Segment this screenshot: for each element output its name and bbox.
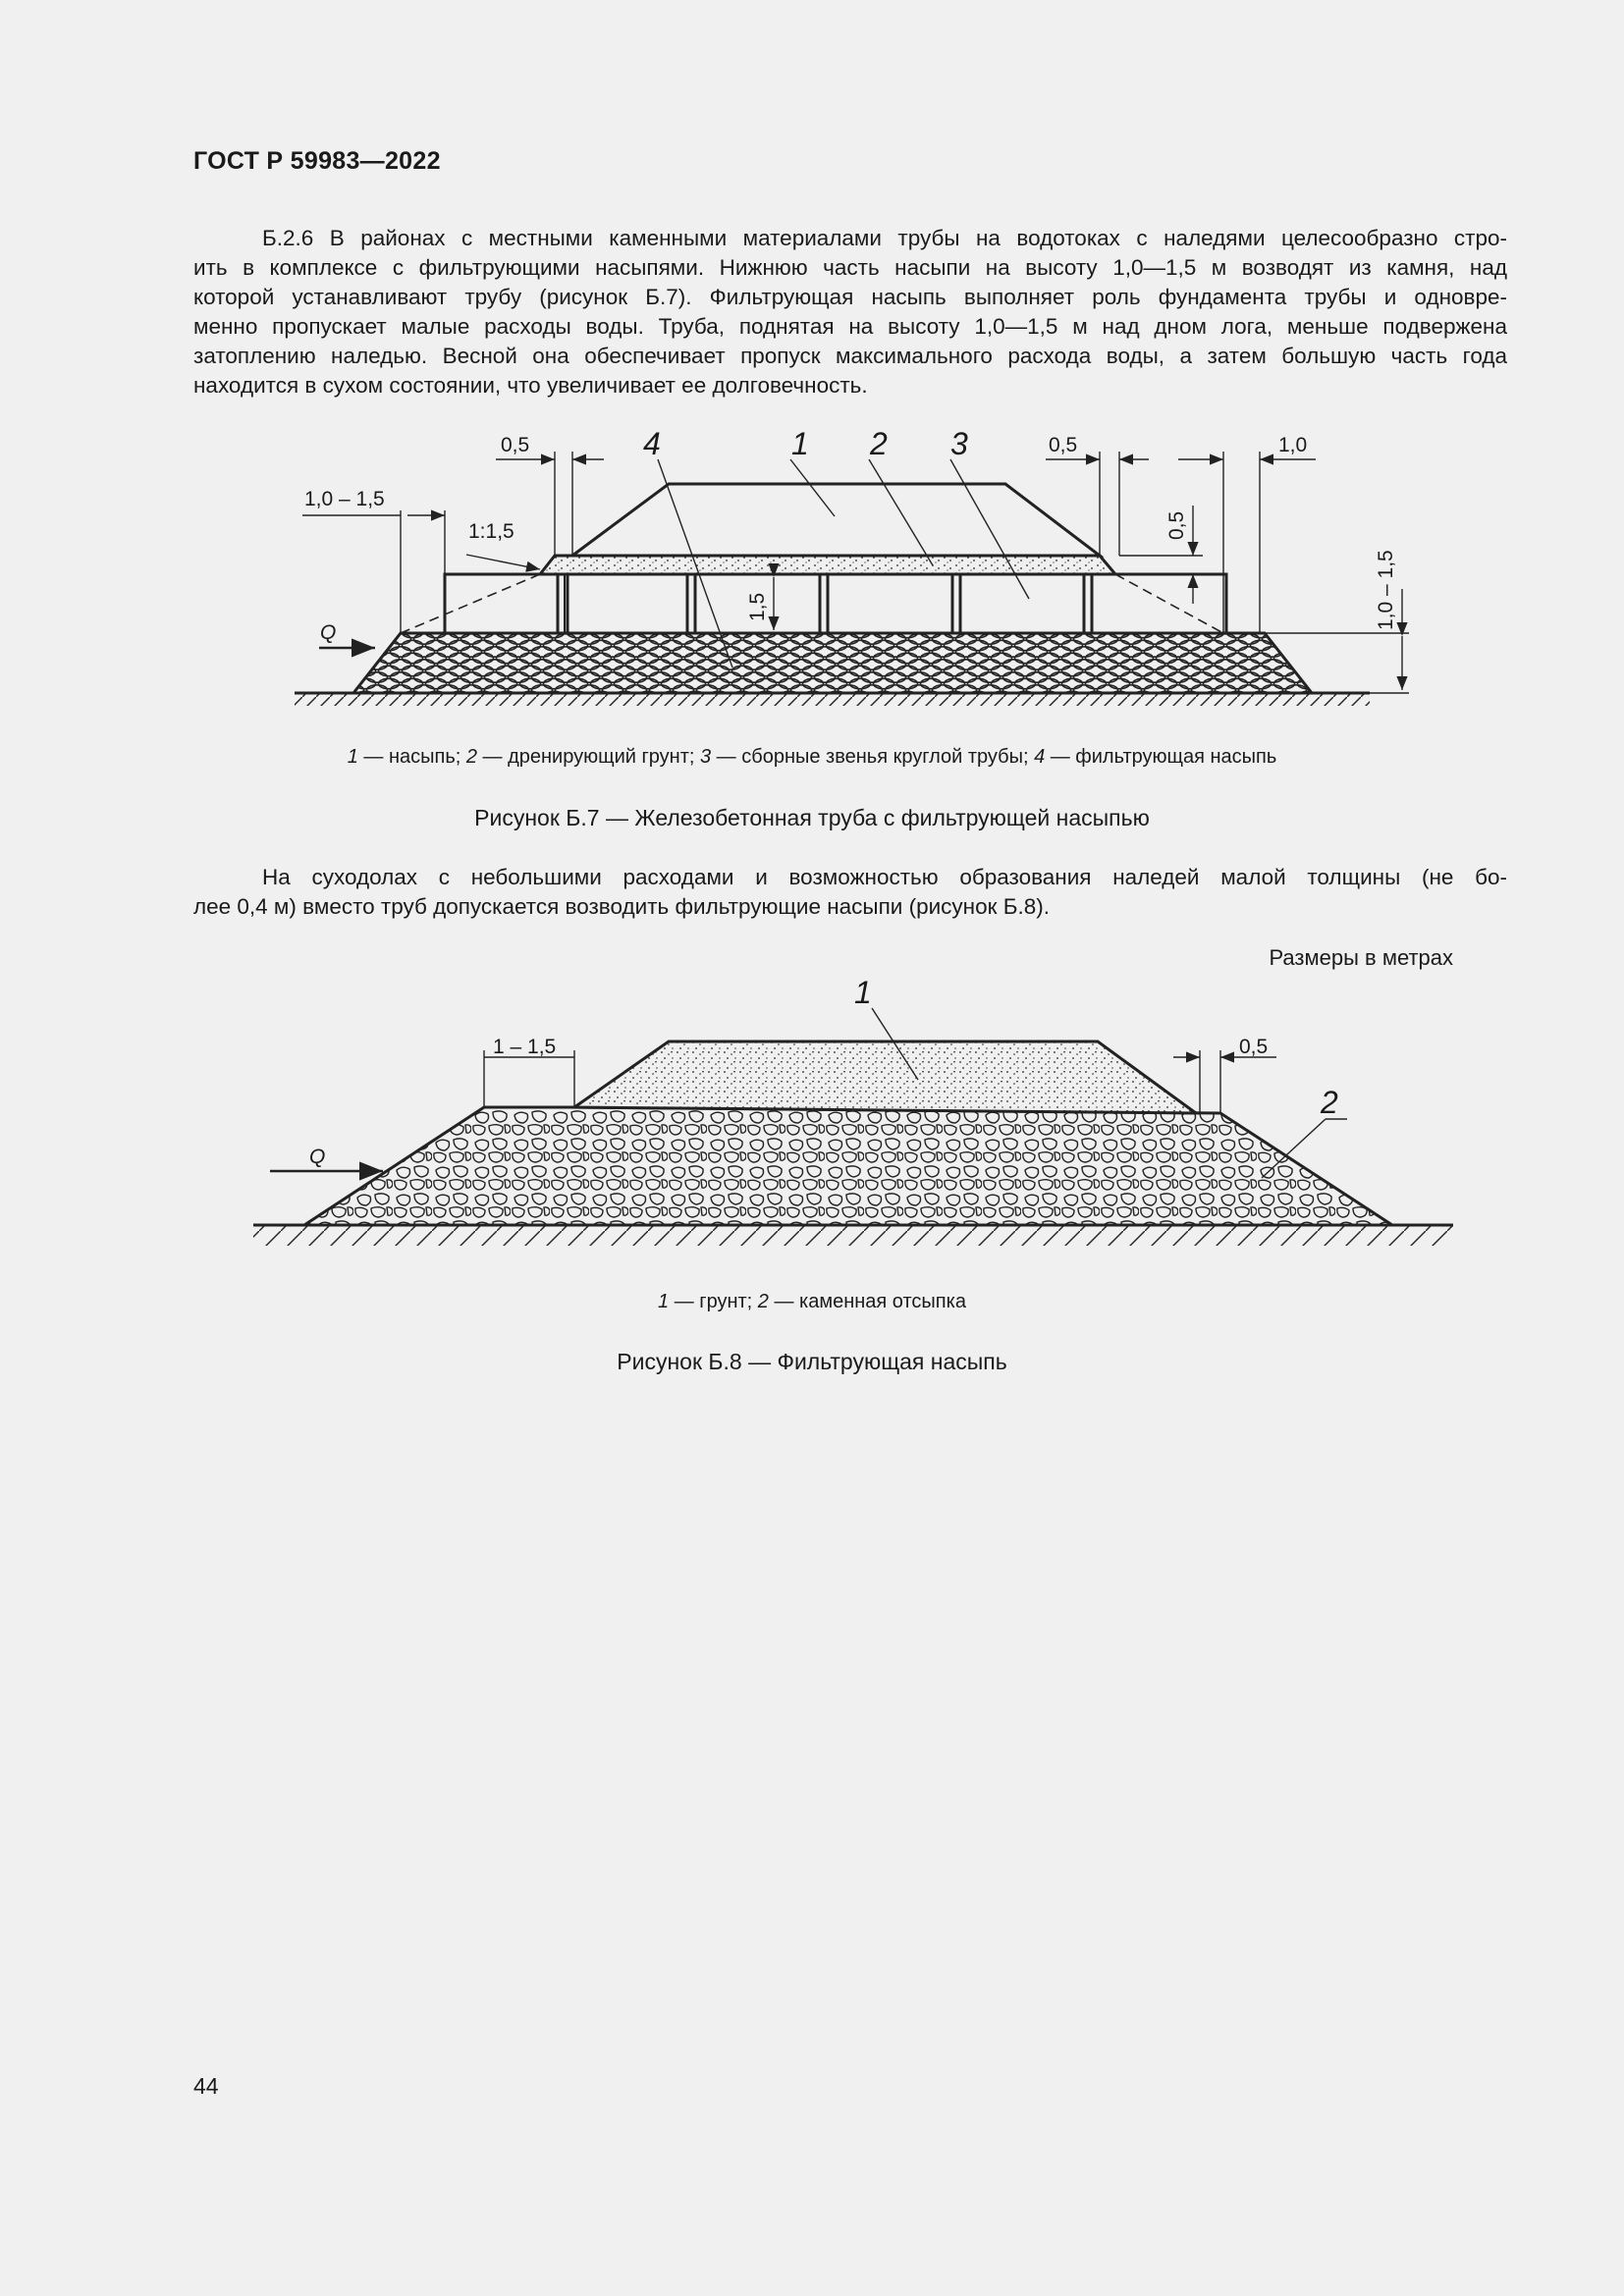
fig8-dim-right: 0,5 xyxy=(1239,1036,1269,1058)
figure-b7-drawing xyxy=(0,422,1624,717)
text-line: затоплению наледью. Весной она обеспечивает пропуск максимального расхода воды, а затем большую часть года xyxy=(193,344,1507,368)
dimensions-note: Размеры в метрах xyxy=(1269,945,1453,970)
text-line: На суходолах с небольшими расходами и возможностью образования наледей малой толщины (не бо- xyxy=(262,865,1507,889)
legend-num: 2 xyxy=(757,1291,769,1312)
fig7-dim-far-right: 1,0 xyxy=(1278,434,1308,456)
fig7-label-2: 2 xyxy=(870,426,888,461)
fig8-flow-q: Q xyxy=(309,1146,326,1168)
text-line: которой устанавливают трубу (рисунок Б.7). Фильтрующая насыпь выполняет роль фундамента трубы и одновре- xyxy=(193,285,1507,309)
paragraph-2 xyxy=(193,863,1507,922)
text-line: ить в комплексе с фильтрующими насыпями. Нижнюю часть насыпи на высоту 1,0—1,5 м возводят из камня, над xyxy=(193,255,1507,280)
legend-num: 3 xyxy=(700,746,712,768)
legend-num: 1 xyxy=(658,1291,670,1312)
legend-text: — насыпь; xyxy=(357,746,466,768)
legend-text: — сборные звенья круглой трубы; xyxy=(711,746,1035,768)
text-line: находится в сухом состоянии, что увеличивает ее долговечность. xyxy=(193,373,868,398)
fig7-label-1: 1 xyxy=(791,426,809,461)
fig7-flow-q: Q xyxy=(320,621,337,644)
fig7-dim-top-left: 0,5 xyxy=(501,434,530,456)
fig7-dim-vert-05: 0,5 xyxy=(1165,510,1188,540)
fig7-dim-top-right: 0,5 xyxy=(1049,434,1078,456)
figure-b8-caption: Рисунок Б.8 — Фильтрующая насыпь xyxy=(617,1349,1007,1374)
fig8-label-1: 1 xyxy=(854,975,872,1010)
page-number: 44 xyxy=(193,2073,219,2099)
fig7-dim-vert-15: 1,5 xyxy=(746,592,769,621)
fig7-dim-vert-right: 1,0 – 1,5 xyxy=(1375,550,1397,630)
figure-b8-legend xyxy=(0,1291,1624,1313)
fig7-label-4: 4 xyxy=(643,426,661,461)
legend-text: — фильтрующая насыпь xyxy=(1045,746,1277,768)
legend-text: — грунт; xyxy=(669,1291,758,1312)
legend-num: 4 xyxy=(1034,746,1046,768)
fig7-dim-left-side: 1,0 – 1,5 xyxy=(304,488,385,510)
paragraph-b26 xyxy=(193,224,1507,400)
document-header: ГОСТ Р 59983—2022 xyxy=(193,147,441,175)
legend-num: 1 xyxy=(347,746,358,768)
fig8-label-2: 2 xyxy=(1321,1085,1338,1120)
text-line: менно пропускает малые расходы воды. Труба, поднятая на высоту 1,0—1,5 м над дном лога, меньше подвержена xyxy=(193,314,1507,339)
legend-text: — каменная отсыпка xyxy=(768,1291,966,1312)
text-line: Б.2.6 В районах с местными каменными материалами трубы на водотоках с наледями целесообразно стро- xyxy=(262,226,1507,250)
fig7-dim-slope: 1:1,5 xyxy=(468,520,514,543)
figure-b7-caption: Рисунок Б.7 — Железобетонная труба с фильтрующей насыпью xyxy=(474,805,1150,830)
legend-num: 2 xyxy=(465,746,477,768)
text-line: лее 0,4 м) вместо труб допускается возводить фильтрующие насыпи (рисунок Б.8). xyxy=(193,894,1050,919)
figure-b7-legend xyxy=(0,746,1624,769)
legend-text: — дренирующий грунт; xyxy=(476,746,700,768)
fig7-label-3: 3 xyxy=(950,426,968,461)
fig8-dim-left: 1 – 1,5 xyxy=(493,1036,557,1058)
figure-b8-drawing xyxy=(0,972,1624,1266)
